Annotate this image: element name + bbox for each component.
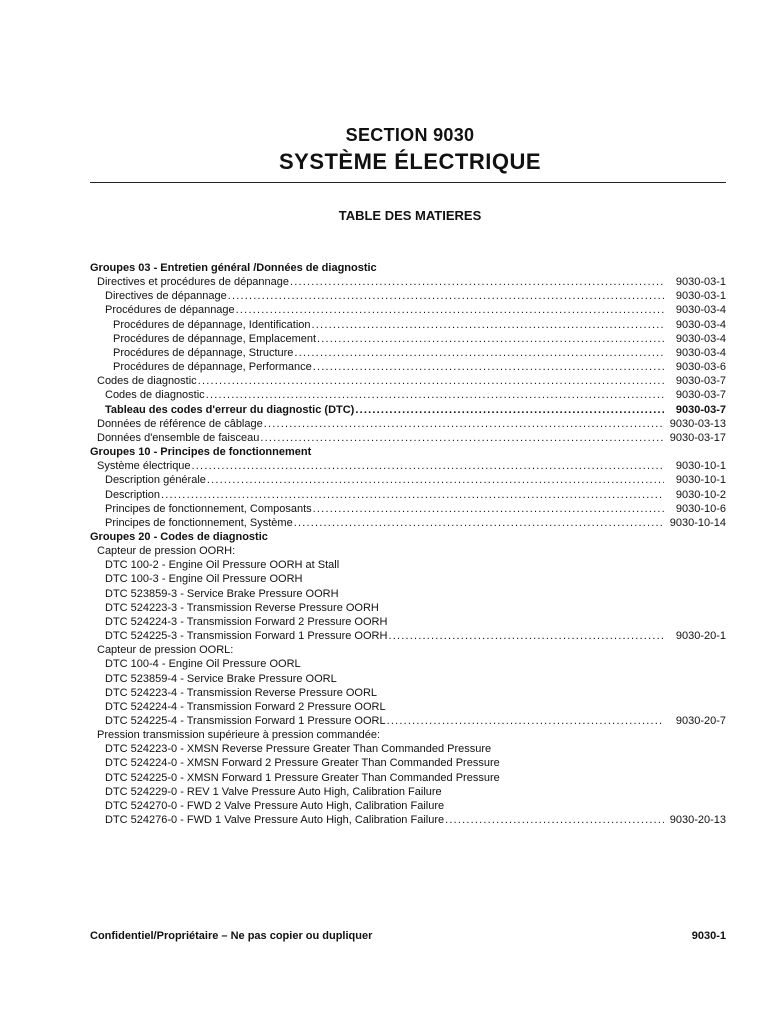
toc-entry-label: Codes de diagnostic (97, 375, 197, 388)
toc-entry (90, 601, 726, 615)
toc-entry-label: Procédures de dépannage, Emplacement (113, 332, 317, 345)
toc-entry (90, 502, 726, 516)
toc-entry (90, 558, 726, 572)
section-number: SECTION 9030 (345, 125, 475, 145)
toc-page-ref: 9030-03-7 (675, 403, 726, 416)
toc-entry (90, 785, 726, 799)
toc-entry-label: Description (105, 488, 161, 501)
toc-page-ref: 9030-10-1 (675, 474, 726, 487)
toc-entry (90, 544, 726, 558)
toc-entry-label: Codes de diagnostic (105, 389, 205, 402)
toc-entry (90, 813, 726, 827)
toc-page-ref: 9030-03-1 (675, 276, 726, 289)
toc-entry-label: Pression transmission supérieure à pression commandée: (97, 729, 381, 742)
toc-leader-dots (388, 629, 664, 643)
toc-entry (90, 332, 726, 346)
toc-entry (90, 275, 726, 289)
toc-entry-label: DTC 524223-3 - Transmission Reverse Pressure OORH (105, 601, 379, 614)
toc-entry-label: Directives et procédures de dépannage (97, 276, 290, 289)
toc-group-heading (90, 445, 726, 459)
toc-group-heading (90, 261, 726, 275)
toc-page-ref: 9030-10-6 (675, 502, 726, 515)
toc-entry-label: DTC 524225-4 - Transmission Forward 1 Pressure OORL (105, 715, 386, 727)
toc-entry-label: DTC 524225-0 - XMSN Forward 1 Pressure Greater Than Commanded Pressure (105, 771, 500, 784)
toc-entry (90, 417, 726, 431)
toc-entry (90, 346, 726, 360)
toc-entry (90, 572, 726, 586)
toc-page-ref: 9030-03-4 (675, 346, 726, 359)
toc-page-ref: 9030-10-1 (675, 460, 726, 473)
toc-page-ref: 9030-03-4 (675, 318, 726, 331)
section-header (0, 122, 768, 176)
toc-page-ref: 9030-10-2 (675, 488, 726, 501)
toc-page-ref: 9030-03-7 (675, 389, 726, 402)
toc-page-ref: 9030-20-13 (669, 814, 726, 827)
toc-page-ref: 9030-20-1 (675, 630, 726, 643)
toc-entry-label: DTC 524224-0 - XMSN Forward 2 Pressure Greater Than Commanded Pressure (105, 757, 500, 770)
toc-entry-label: Principes de fonctionnement, Composants (105, 502, 312, 515)
toc-leader-dots (207, 473, 664, 487)
toc-entry-label: Procédures de dépannage, Identification (113, 318, 311, 331)
toc-leader-dots (313, 502, 664, 516)
toc-page-ref: 9030-03-6 (675, 361, 726, 374)
toc-entry (90, 700, 726, 714)
toc-entry-label: Capteur de pression OORL: (97, 644, 234, 657)
toc-leader-dots (260, 431, 664, 445)
toc-entry-label: DTC 524229-0 - REV 1 Valve Pressure Auto High, Calibration Failure (105, 785, 442, 798)
toc-page-ref: 9030-03-17 (669, 431, 726, 444)
toc-entry (90, 756, 726, 770)
toc-leader-dots (206, 388, 664, 402)
toc-entry (90, 303, 726, 317)
toc-entry-label: Procédures de dépannage, Structure (113, 346, 294, 359)
toc-entry-label: DTC 524224-4 - Transmission Forward 2 Pressure OORL (105, 700, 386, 713)
toc-entry (90, 388, 726, 402)
header-divider (90, 182, 726, 183)
toc-entry (90, 431, 726, 445)
toc-leader-dots (294, 516, 664, 530)
toc-group-heading (90, 530, 726, 544)
toc-entry (90, 629, 726, 643)
toc-leader-dots (236, 303, 664, 317)
toc-entry-label: Capteur de pression OORH: (97, 545, 236, 558)
toc-entry-label: Directives de dépannage (105, 290, 227, 303)
toc-entry-label: Données de référence de câblage (97, 417, 263, 430)
toc-entry (90, 799, 726, 813)
toc-title: TABLE DES MATIERES (338, 208, 482, 223)
toc-entry (90, 615, 726, 629)
toc-leader-dots (317, 332, 664, 346)
toc-entry (90, 289, 726, 303)
toc-entry (90, 374, 726, 388)
toc-page-ref: 9030-03-13 (669, 417, 726, 430)
toc-leader-dots (294, 346, 664, 360)
toc-leader-dots (192, 459, 664, 473)
toc-entry-label: DTC 100-3 - Engine Oil Pressure OORH (105, 573, 303, 586)
toc-entry (90, 516, 726, 530)
toc-entry (90, 473, 726, 487)
toc-entry (90, 657, 726, 671)
toc-entry-label: DTC 524270-0 - FWD 2 Valve Pressure Auto High, Calibration Failure (105, 799, 445, 812)
toc-entry (90, 459, 726, 473)
toc-entry-label: Procédures de dépannage, Performance (113, 361, 312, 374)
toc-entry-label: DTC 100-2 - Engine Oil Pressure OORH at Stall (105, 559, 340, 572)
toc-page-ref: 9030-20-7 (675, 715, 726, 727)
toc-entry (90, 686, 726, 700)
toc-entry-label: Données d'ensemble de faisceau (97, 431, 260, 444)
toc-entry (90, 742, 726, 756)
toc-entry-label: DTC 524276-0 - FWD 1 Valve Pressure Auto High, Calibration Failure (105, 814, 445, 827)
toc-entry-label: Système électrique (97, 460, 191, 473)
toc-entry-label: Description générale (105, 474, 206, 487)
toc-entry-label: Groupes 20 - Codes de diagnostic (90, 530, 268, 543)
toc-entry (90, 771, 726, 785)
toc-entry (90, 587, 726, 601)
toc-leader-dots (387, 714, 664, 728)
toc-entry (90, 643, 726, 657)
toc-entry-label: Principes de fonctionnement, Système (105, 516, 293, 529)
toc-leader-dots (198, 374, 664, 388)
footer-page-number: 9030-1 (691, 930, 726, 942)
toc-leader-dots (264, 417, 664, 431)
toc-entry (90, 672, 726, 686)
toc-leader-dots (355, 403, 664, 417)
toc-entry (90, 488, 726, 502)
toc-leader-dots (228, 289, 664, 303)
toc-page-ref: 9030-03-7 (675, 375, 726, 388)
toc-entry (90, 714, 726, 728)
toc-entry-label: Groupes 10 - Principes de fonctionnement (90, 446, 312, 459)
footer-notice: Confidentiel/Propriétaire – Ne pas copier ou dupliquer (90, 930, 373, 942)
toc-page-ref: 9030-10-14 (669, 516, 726, 529)
toc-entry (90, 318, 726, 332)
toc-leader-dots (161, 488, 664, 502)
toc-entry-label: DTC 523859-3 - Service Brake Pressure OORH (105, 587, 339, 600)
toc-entry-label: DTC 100-4 - Engine Oil Pressure OORL (105, 658, 301, 671)
toc-page-ref: 9030-03-4 (675, 332, 726, 345)
page-footer (90, 930, 726, 942)
toc-entry-label: Groupes 03 - Entretien général /Données de diagnostic (90, 262, 377, 274)
table-of-contents (90, 261, 726, 827)
toc-leader-dots (312, 318, 664, 332)
toc-entry-label: DTC 524224-3 - Transmission Forward 2 Pressure OORH (105, 615, 388, 628)
toc-entry-label: Procédures de dépannage (105, 304, 235, 317)
toc-entry-label: DTC 524223-4 - Transmission Reverse Pressure OORL (105, 686, 378, 699)
toc-leader-dots (445, 813, 664, 827)
toc-entry-label: DTC 524225-3 - Transmission Forward 1 Pressure OORH (105, 630, 388, 643)
toc-entry-label: DTC 524223-0 - XMSN Reverse Pressure Greater Than Commanded Pressure (105, 743, 492, 756)
toc-entry-label: DTC 523859-4 - Service Brake Pressure OORL (105, 672, 337, 685)
section-title: SYSTÈME ÉLECTRIQUE (278, 149, 542, 174)
toc-entry (90, 360, 726, 374)
toc-entry-label: Tableau des codes d'erreur du diagnostic (DTC) (105, 403, 355, 416)
toc-entry (90, 728, 726, 742)
toc-page-ref: 9030-03-1 (675, 290, 726, 303)
toc-leader-dots (290, 275, 664, 289)
toc-page-ref: 9030-03-4 (675, 304, 726, 317)
toc-leader-dots (313, 360, 664, 374)
toc-entry (90, 403, 726, 417)
